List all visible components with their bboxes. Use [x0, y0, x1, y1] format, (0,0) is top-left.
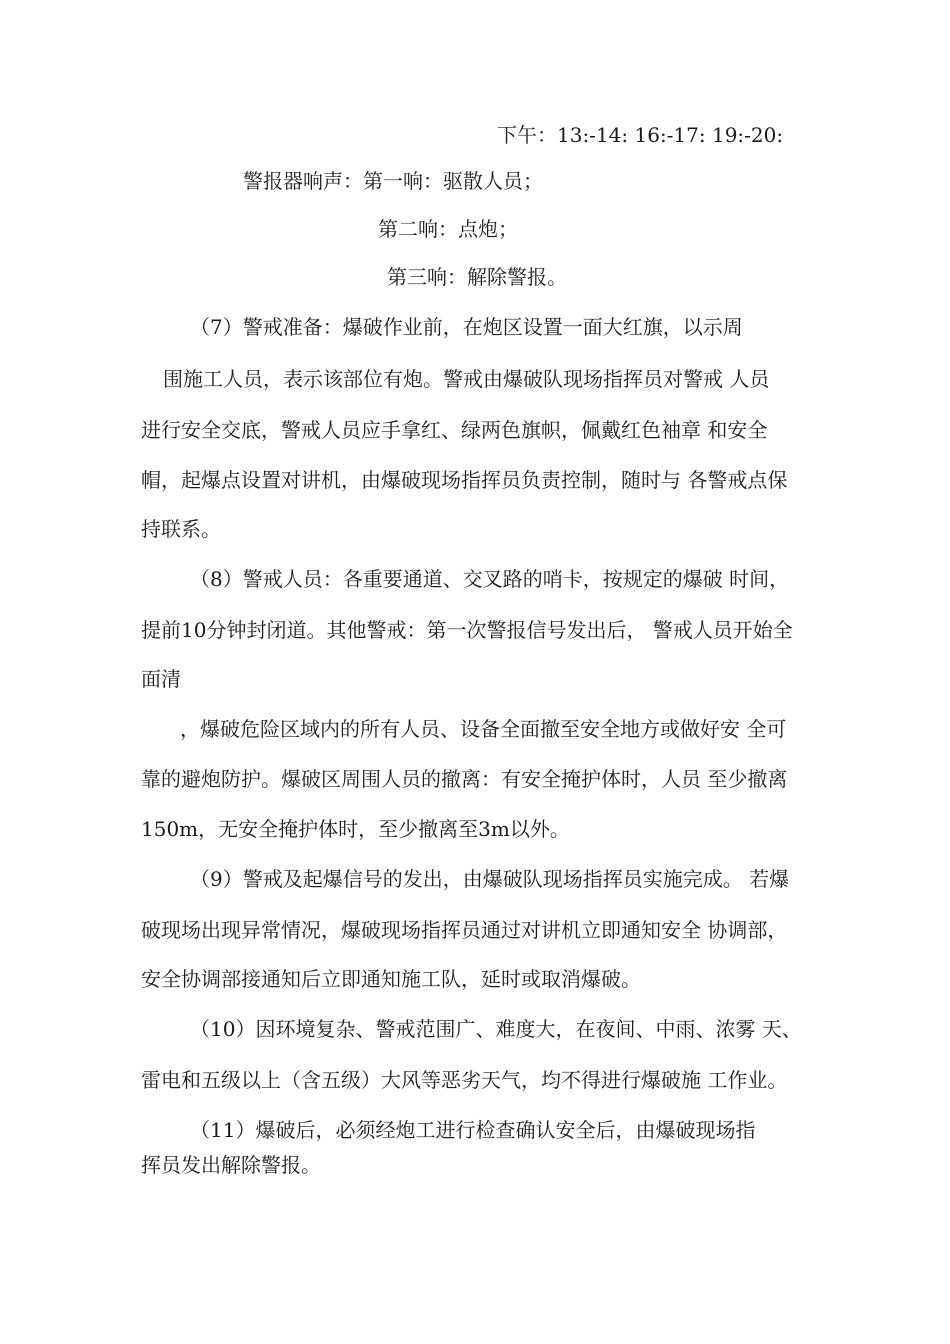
p11-line-1: （11）爆破后，必须经炮工进行检查确认安全后，由爆破现场指: [190, 1118, 756, 1142]
p7-line-4: 帽，起爆点设置对讲机，由爆破现场指挥员负责控制，随时与 各警戒点保: [141, 468, 788, 492]
p7-line-1: （7）警戒准备：爆破作业前，在炮区设置一面大红旗，以示周: [190, 315, 743, 339]
alarm-first: 警报器响声：第一响：驱散人员；: [243, 169, 543, 193]
p7-line-2: 围施工人员，表示该部位有炮。警戒由爆破队现场指挥员对警戒 人员: [163, 367, 770, 391]
p8-line-3: 面清: [141, 667, 181, 691]
p9-line-2: 破现场出现异常情况，爆破现场指挥员通过对讲机立即通知安全 协调部，: [141, 918, 788, 942]
p8-line-2: 提前10分钟封闭道。其他警戒：第一次警报信号发出后， 警戒人员开始全: [141, 618, 793, 642]
p9-line-3: 安全协调部接通知后立即通知施工队，延时或取消爆破。: [141, 967, 641, 991]
p8-line-4: ，爆破危险区域内的所有人员、设备全面撤至安全地方或做好安 全可: [180, 717, 787, 741]
alarm-second: 第二响：点炮；: [378, 217, 518, 241]
p10-line-1: （10）因环境复杂、警戒范围广、难度大，在夜间、中雨、浓雾 天、: [190, 1017, 802, 1041]
p10-line-2: 雷电和五级以上（含五级）大风等恶劣天气，均不得进行爆破施 工作业。: [141, 1068, 788, 1092]
schedule-afternoon: 下午：13:-14: 16:-17: 19:-20:: [497, 123, 784, 147]
p8-line-1: （8）警戒人员：各重要通道、交叉路的哨卡，按规定的爆破 时间，: [190, 567, 790, 591]
p9-line-1: （9）警戒及起爆信号的发出，由爆破队现场指挥员实施完成。 若爆: [190, 867, 790, 891]
alarm-third: 第三响：解除警报。: [387, 265, 567, 289]
p7-line-3: 进行安全交底，警戒人员应手拿红、绿两色旗帜，佩戴红色袖章 和安全: [141, 418, 768, 442]
p11-line-2: 挥员发出解除警报。: [141, 1153, 321, 1177]
p8-line-6: 150m，无安全掩护体时，至少撤离至3m以外。: [141, 817, 570, 841]
p8-line-5: 靠的避炮防护。爆破区周围人员的撤离：有安全掩护体时，人员 至少撤离: [141, 767, 788, 791]
p7-line-5: 持联系。: [141, 517, 221, 541]
